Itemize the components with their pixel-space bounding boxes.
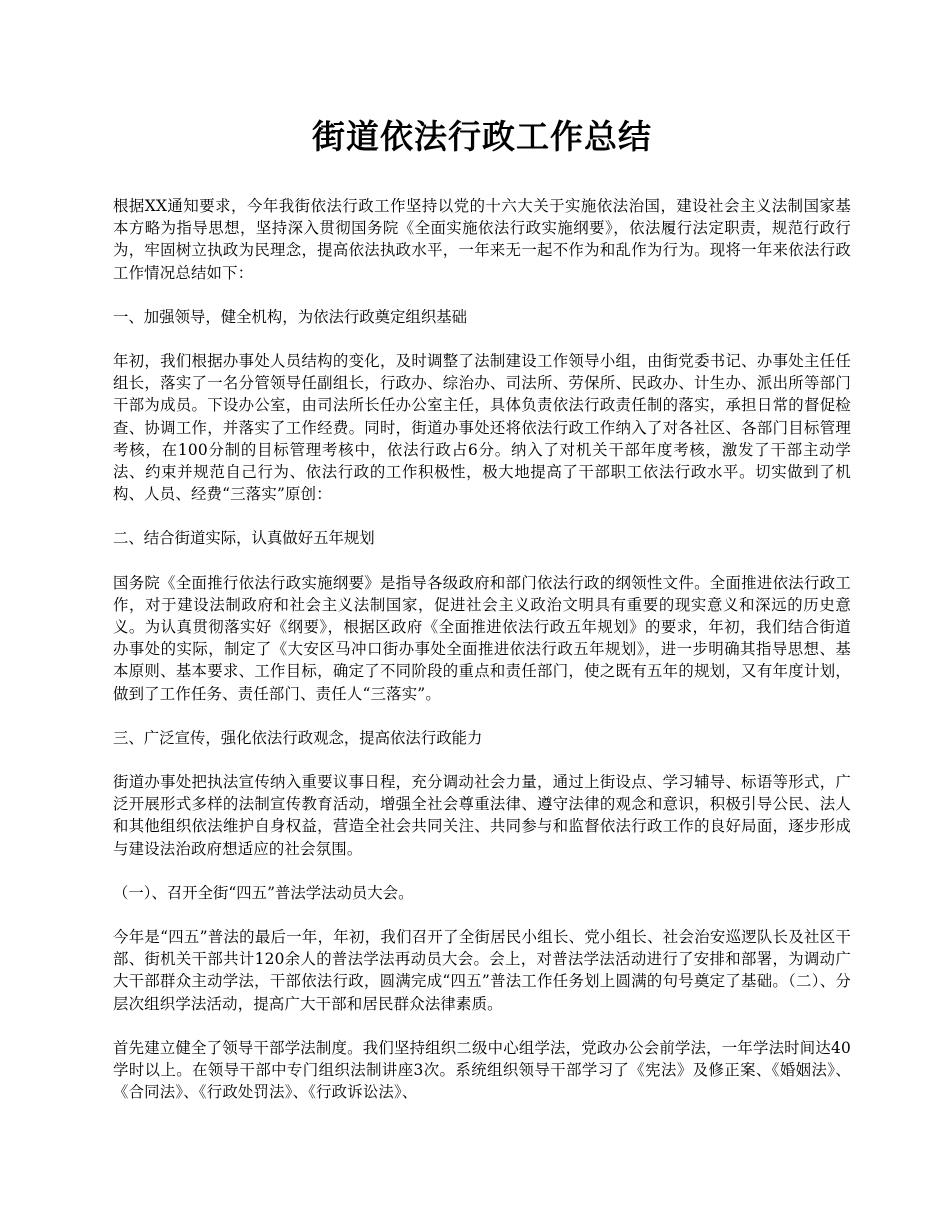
section-1-paragraph: 年初，我们根据办事处人员结构的变化，及时调整了法制建设工作领导小组，由街党委书记、办事处主任任组长，落实了一名分管领导任副组长，行政办、综治办、司法所、劳保所、民政办、计生办、派出所等部门干部为成员。下设办公室，由司法所长任办公室主任，具体负责依法行政责任制的落实，承担日常的督促检查、协调工作，并落实了工作经费。同时，街道办事处还将依法行政工作纳入了对各社区、各部门目标管理考核，在100分制的目标管理考核中，依法行政占6分。纳入了对机关干部年度考核，激发了干部主动学法、约束并规范自己行为、依法行政的工作积极性，极大地提高了干部职工依法行政水平。切实做到了机构、人员、经费“三落实”原创： [113, 352, 851, 504]
document-title: 街道依法行政工作总结 [312, 117, 652, 156]
section-heading-3: 三、广泛宣传，强化依法行政观念，提高依法行政能力 [113, 728, 483, 747]
section-heading-2: 二、结合街道实际，认真做好五年规划 [113, 529, 375, 548]
document-page [113, 112, 851, 1126]
subsection-2-paragraph: 首先建立健全了领导干部学法制度。我们坚持组织二级中心组学法，党政办公会前学法，一年学法时间达40学时以上。在领导干部中专门组织法制讲座3次。系统组织领导干部学习了《宪法》及修正案、《婚姻法》、《合同法》、《行政处罚法》、《行政诉讼法》、 [113, 1038, 851, 1102]
subsection-1-paragraph: 今年是“四五”普法的最后一年，年初，我们召开了全街居民小组长、党小组长、社会治安巡逻队长及社区干部、街机关干部共计120余人的普法学法再动员大会。会上，对普法学法活动进行了安排和部署，为调动广大干部群众主动学法，干部依法行政，圆满完成“四五”普法工作任务划上圆满的句号奠定了基础。（二）、分层次组织学法活动，提高广大干部和居民群众法律素质。 [113, 928, 851, 1013]
subsection-heading-1: （一）、召开全街“四五”普法学法动员大会。 [113, 883, 414, 902]
section-2-paragraph: 国务院《全面推行依法行政实施纲要》是指导各级政府和部门依法行政的纲领性文件。全面推进依法行政工作，对于建设法制政府和社会主义法制国家，促进社会主义政治文明具有重要的现实意义和深远的历史意义。为认真贯彻落实好《纲要》，根据区政府《全面推进依法行政五年规划》的要求，年初，我们结合街道办事处的实际，制定了《大安区马冲口街办事处全面推进依法行政五年规划》，进一步明确其指导思想、基本原则、基本要求、工作目标，确定了不同阶段的重点和责任部门，使之既有五年的规划，又有年度计划，做到了工作任务、责任部门、责任人“三落实”。 [113, 573, 851, 703]
section-3-paragraph: 街道办事处把执法宣传纳入重要议事日程，充分调动社会力量，通过上街设点、学习辅导、标语等形式，广泛开展形式多样的法制宣传教育活动，增强全社会尊重法律、遵守法律的观念和意识，积极引导公民、法人和其他组织依法维护自身权益，营造全社会共同关注、共同参与和监督依法行政工作的良好局面，逐步形成与建设法治政府想适应的社会氛围。 [113, 773, 851, 858]
intro-paragraph: 根据XX通知要求，今年我街依法行政工作坚持以党的十六大关于实施依法治国，建设社会主义法制国家基本方略为指导思想，坚持深入贯彻国务院《全面实施依法行政实施纲要》，依法履行法定职责，规范行政行为，牢固树立执政为民理念，提高依法执政水平，一年来无一起不作为和乱作为行为。现将一年来依法行政工作情况总结如下： [113, 197, 851, 282]
section-heading-1: 一、加强领导，健全机构，为依法行政奠定组织基础 [113, 307, 467, 326]
